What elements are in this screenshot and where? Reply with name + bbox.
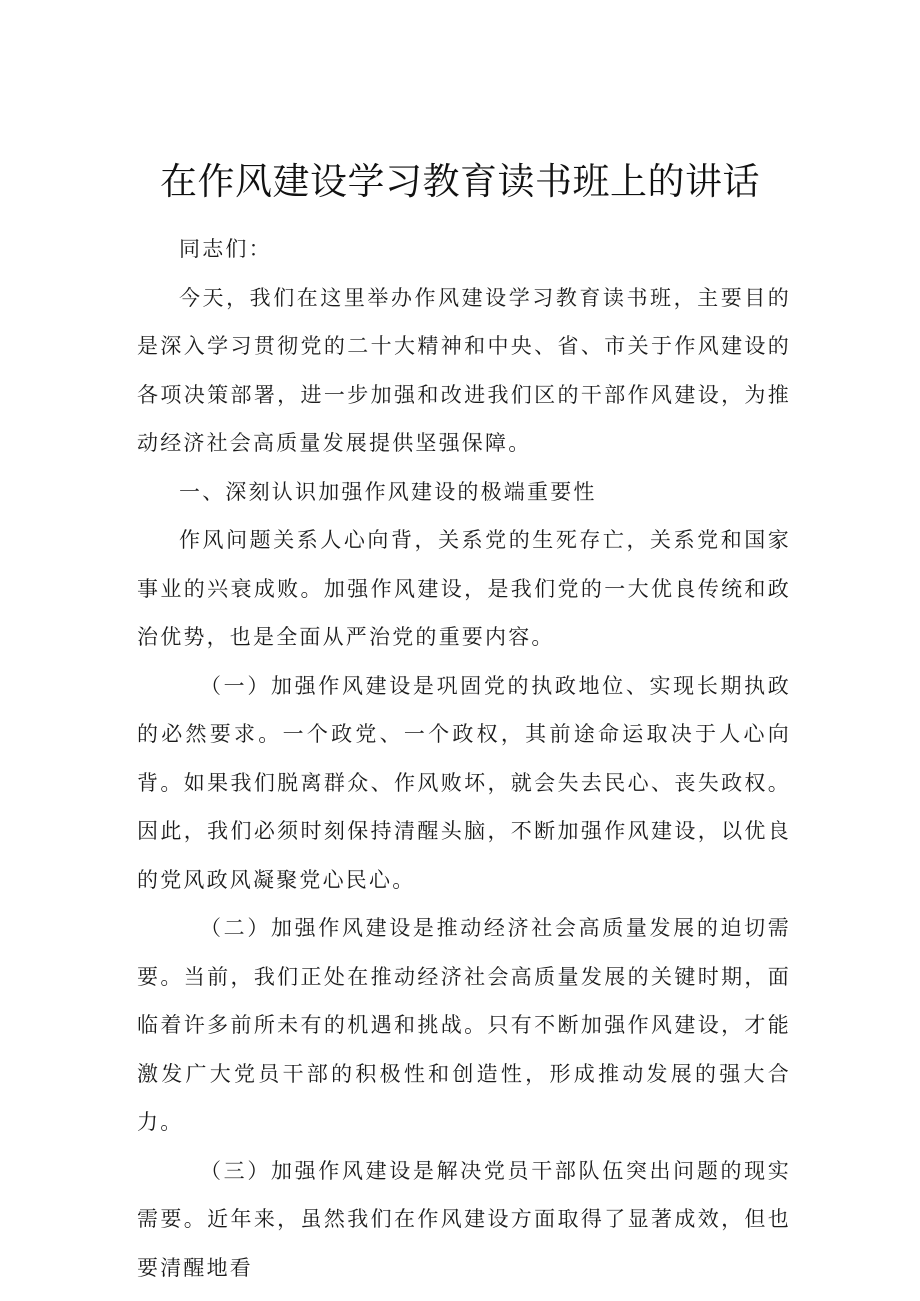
paragraph-point-2: （二）加强作风建设是推动经济社会高质量发展的迫切需要。当前，我们正处在推动经济社会高质量发展的关键时期，面临着许多前所未有的机遇和挑战。只有不断加强作风建设，才能激发广大党员干部的积极性和创造性，形成推动发展的强大合力。	[137, 916, 791, 1134]
document-body	[137, 225, 791, 1292]
section-heading-1: 一、深刻认识加强作风建设的极端重要性	[179, 479, 597, 504]
paragraph-section-1: 作风问题关系人心向背，关系党的生死存亡，关系党和国家事业的兴衰成败。加强作风建设，是我们党的一大优良传统和政治优势，也是全面从严治党的重要内容。	[137, 528, 791, 649]
document-title: 在作风建设学习教育读书班上的讲话	[160, 160, 760, 203]
paragraph-point-3: （三）加强作风建设是解决党员干部队伍突出问题的现实需要。近年来，虽然我们在作风建设方面取得了显著成效，但也要清醒地看	[137, 1158, 791, 1280]
paragraph-intro: 今天，我们在这里举办作风建设学习教育读书班，主要目的是深入学习贯彻党的二十大精神和中央、省、市关于作风建设的各项决策部署，进一步加强和改进我们区的干部作风建设，为推动经济社会高质量发展提供坚强保障。	[137, 285, 791, 455]
salutation: 同志们：	[179, 237, 272, 261]
paragraph-point-1: （一）加强作风建设是巩固党的执政地位、实现长期执政的必然要求。一个政党、一个政权，其前途命运取决于人心向背。如果我们脱离群众、作风败坏，就会失去民心、丧失政权。因此，我们必须时刻保持清醒头脑，不断加强作风建设，以优良的党风政风凝聚党心民心。	[137, 673, 791, 892]
